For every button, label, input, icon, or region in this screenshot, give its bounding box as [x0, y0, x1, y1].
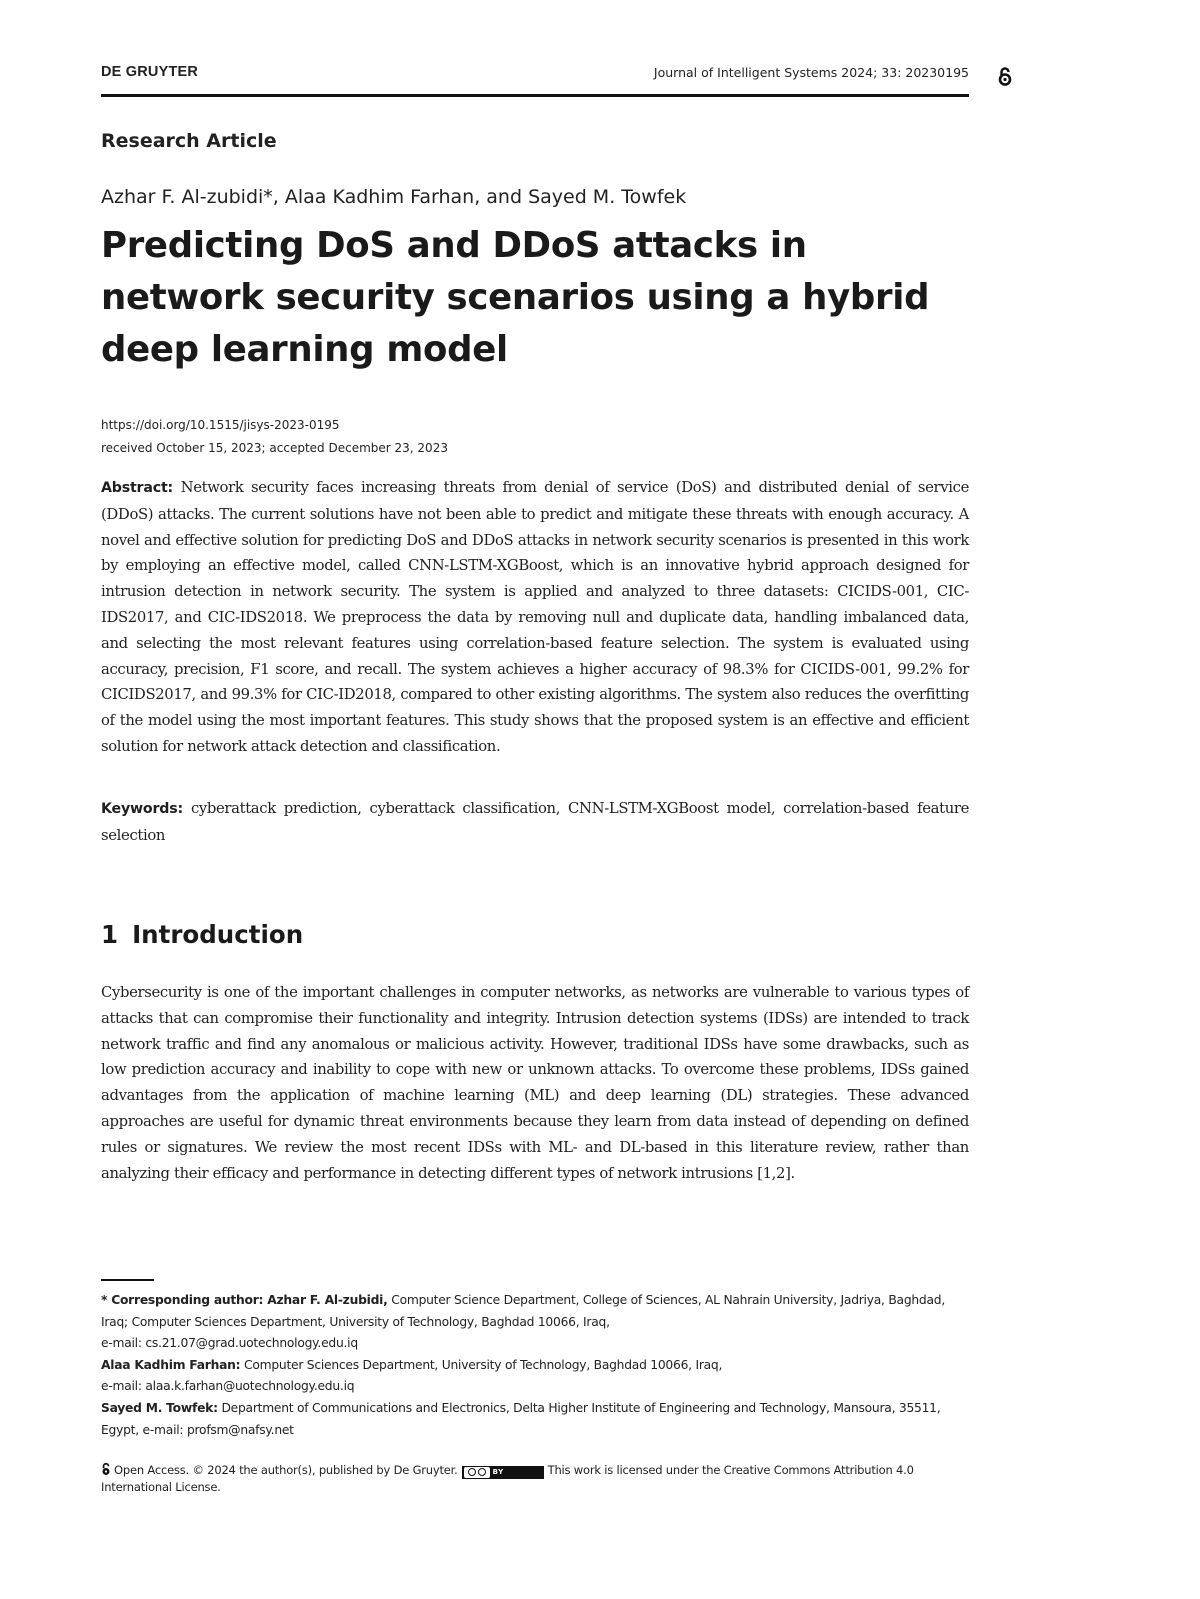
corresponding-author-label: * Corresponding author: Azhar F. Al-zubidi,: [101, 1293, 388, 1307]
section-heading-introduction: [101, 920, 303, 949]
corresponding-author-email[interactable]: e-mail: cs.21.07@grad.uotechnology.edu.iq: [101, 1336, 358, 1351]
submission-dates: received October 15, 2023; accepted December 23, 2023: [101, 441, 448, 455]
page-header: [101, 62, 969, 96]
section-title: Introduction: [132, 920, 304, 949]
author-footnotes: [101, 1290, 969, 1441]
header-divider: [101, 94, 969, 97]
abstract: [101, 475, 969, 760]
journal-citation: Journal of Intelligent Systems 2024; 33: 20230195: [653, 65, 969, 80]
cc-icon: [464, 1467, 490, 1478]
paper-title: Predicting DoS and DDoS attacks in network security scenarios using a hybrid deep learning model: [101, 225, 930, 370]
author-list: Azhar F. Al-zubidi*, Alaa Kadhim Farhan, and Sayed M. Towfek: [101, 186, 687, 208]
author2-affiliation: Computer Sciences Department, University of Technology, Baghdad 10066, Iraq,: [244, 1357, 723, 1372]
license-prefix: Open Access. © 2024 the author(s), published by De Gruyter.: [114, 1463, 458, 1477]
corresponding-author-affiliation: Computer Science Department, College of Sciences, AL Nahrain University, Jadriya, Baghdad, Iraq; Computer Sciences Department, University of Technology, Baghdad 10066, Iraq,: [101, 1293, 945, 1329]
corresponding-author-note: [101, 1290, 969, 1333]
author2-email[interactable]: e-mail: alaa.k.farhan@uotechnology.edu.iq: [101, 1379, 355, 1394]
author3-name: Sayed M. Towfek:: [101, 1400, 218, 1415]
cc-by-badge-icon[interactable]: [462, 1466, 544, 1479]
abstract-label: Abstract:: [101, 480, 173, 496]
keywords: [101, 796, 969, 849]
footnote-divider: [101, 1279, 154, 1281]
publisher-logo[interactable]: DE GRUYTER: [101, 64, 199, 80]
abstract-text: Network security faces increasing threats from denial of service (DoS) and distributed denial of service (DDoS) attacks. The current solutions have not been able to predict and mitigate these threats with enough accuracy. A novel and effective solution for predicting DoS and DDoS attacks in network security scenarios is presented in this work by employing an effective model, called CNN-LSTM-XGBoost, which is an innovative hybrid approach designed for intrusion detection in network security. The system is applied and analyzed to three datasets: CICIDS-001, CIC-IDS2017, and CIC-IDS2018. We preprocess the data by removing null and duplicate data, handling imbalanced data, and selecting the most relevant features using correlation-based feature selection. The system is evaluated using accuracy, precision, F1 score, and recall. The system achieves a higher accuracy of 98.3% for CICIDS-001, 99.2% for CICIDS2017, and 99.3% for CIC-ID2018, compared to other existing algorithms. The system also reduces the overfitting of the model using the most important features. This study shows that the proposed system is an effective and efficient solution for network attack detection and classification.: [101, 479, 969, 755]
doi-link[interactable]: https://doi.org/10.1515/jisys-2023-0195: [101, 418, 340, 432]
author3-note: [101, 1398, 969, 1441]
cc-badge-label: BY: [492, 1467, 504, 1476]
author2-note: [101, 1355, 969, 1377]
license-suffix: This work is licensed under the Creative Commons Attribution 4.0 International License.: [101, 1463, 914, 1494]
paper-page: [101, 0, 969, 1599]
keywords-text: cyberattack prediction, cyberattack classification, CNN-LSTM-XGBoost model, correlation-based feature selection: [101, 800, 969, 844]
author2-name: Alaa Kadhim Farhan:: [101, 1357, 241, 1372]
keywords-label: Keywords:: [101, 801, 183, 817]
license-notice: [101, 1462, 969, 1496]
article-type: Research Article: [101, 130, 277, 152]
open-access-icon: [998, 66, 1012, 86]
author3-affiliation: Department of Communications and Electronics, Delta Higher Institute of Engineering and Technology, Mansoura, 35511, Egypt, e-mail: profsm@nafsy.net: [101, 1400, 941, 1437]
section-number: 1: [101, 920, 119, 949]
introduction-paragraph: Cybersecurity is one of the important challenges in computer networks, as networks are vulnerable to various types of attacks that can compromise their functionality and integrity. Intrusion detection systems (IDSs) are intended to track network traffic and find any anomalous or malicious activity. However, traditional IDSs have some drawbacks, such as low prediction accuracy and inability to cope with new or unknown attacks. To overcome these problems, IDSs gained advantages from the application of machine learning (ML) and deep learning (DL) strategies. These advanced approaches are useful for dynamic threat environments because they learn from data instead of depending on defined rules or signatures. We review the most recent IDSs with ML- and DL-based in this literature review, rather than analyzing their efficacy and performance in detecting different types of network intrusions [1,2].: [101, 984, 969, 1182]
open-access-icon: [101, 1462, 111, 1476]
